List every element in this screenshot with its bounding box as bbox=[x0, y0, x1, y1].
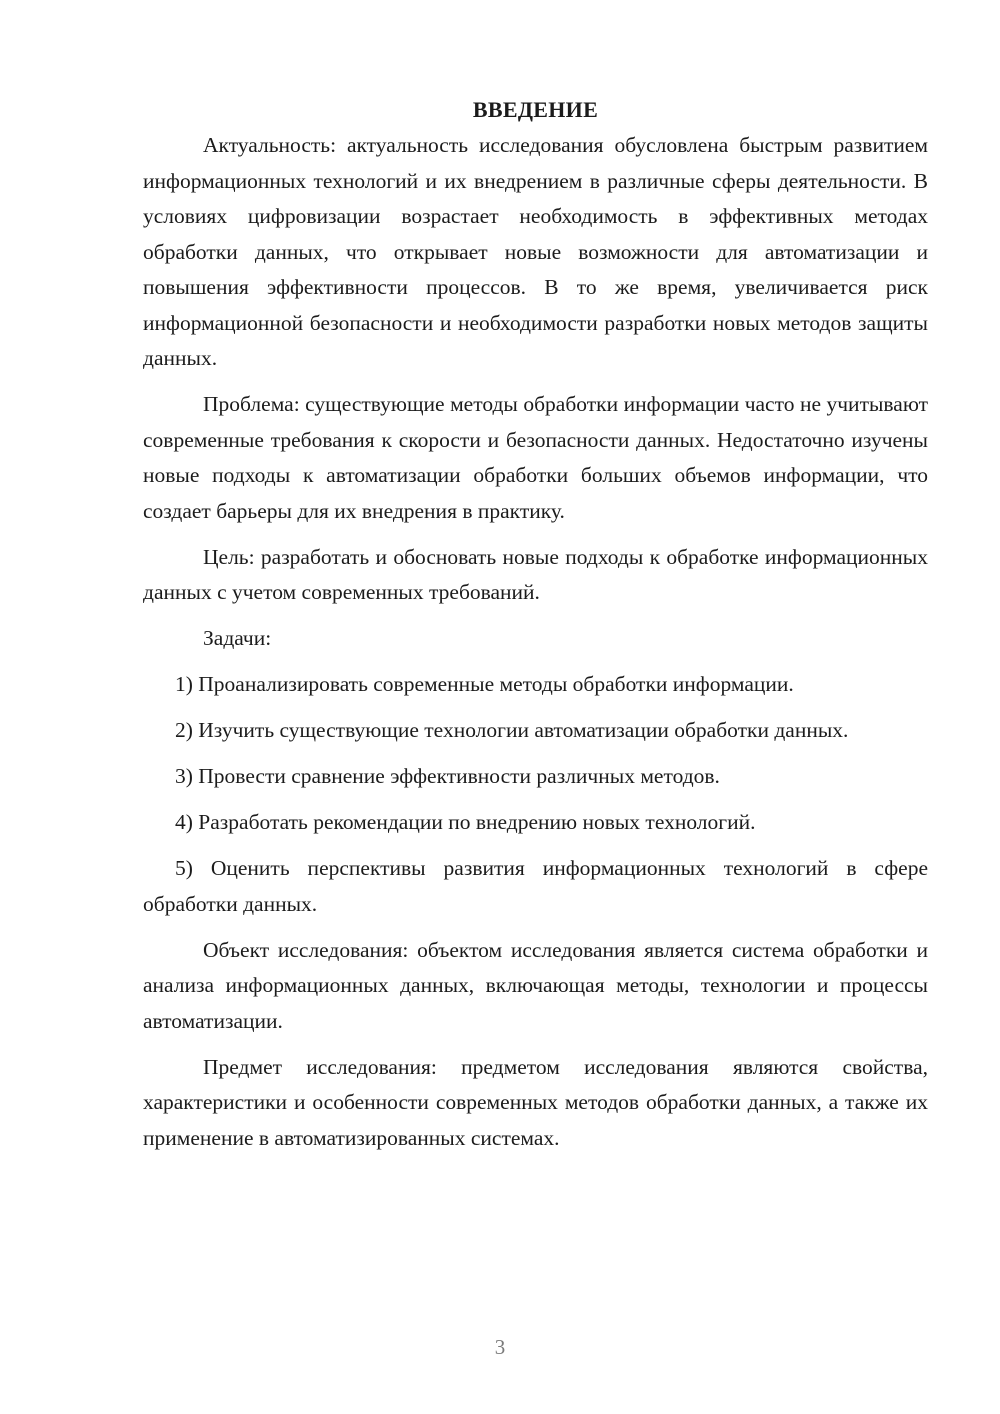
goal-paragraph: Цель: разработать и обосновать новые подходы к обработке информационных данных с учетом современных требований. bbox=[143, 544, 928, 604]
problem-paragraph: Проблема: существующие методы обработки информации часто не учитывают современные требования к скорости и безопасности данных. Недостаточно изучены новые подходы к автоматизации обработки больших объемов информации, что создает барьеры для их внедрения в практику. bbox=[143, 392, 928, 523]
object-paragraph: Объект исследования: объектом исследования является система обработки и анализа информационных данных, включающая методы, технологии и процессы автоматизации. bbox=[143, 937, 928, 1033]
relevance-paragraph: Актуальность: актуальность исследования обусловлена быстрым развитием информационных технологий и их внедрением в различные сферы деятельности. В условиях цифровизации возрастает необходимость в эффективных методах обработки данных, что открывает новые возможности для автоматизации и повышения эффективности процессов. В то же время, увеличивается риск информационной безопасности и необходимости разработки новых методов защиты данных. bbox=[143, 133, 928, 370]
task-item-2: 2) Изучить существующие технологии автоматизации обработки данных. bbox=[175, 718, 849, 742]
task-item-3: 3) Провести сравнение эффективности различных методов. bbox=[175, 764, 720, 788]
tasks-heading: Задачи: bbox=[203, 626, 272, 650]
page-number: 3 bbox=[494, 1335, 506, 1359]
document-page bbox=[143, 92, 928, 1167]
task-item-4: 4) Разработать рекомендации по внедрению новых технологий. bbox=[175, 810, 756, 834]
subject-paragraph: Предмет исследования: предметом исследования являются свойства, характеристики и особенности современных методов обработки данных, а также их применение в автоматизированных системах. bbox=[143, 1054, 928, 1150]
page-title: ВВЕДЕНИЕ bbox=[472, 97, 599, 122]
task-item-5: 5) Оценить перспективы развития информационных технологий в сфере обработки данных. bbox=[143, 856, 928, 916]
task-item-1: 1) Проанализировать современные методы обработки информации. bbox=[175, 672, 794, 696]
